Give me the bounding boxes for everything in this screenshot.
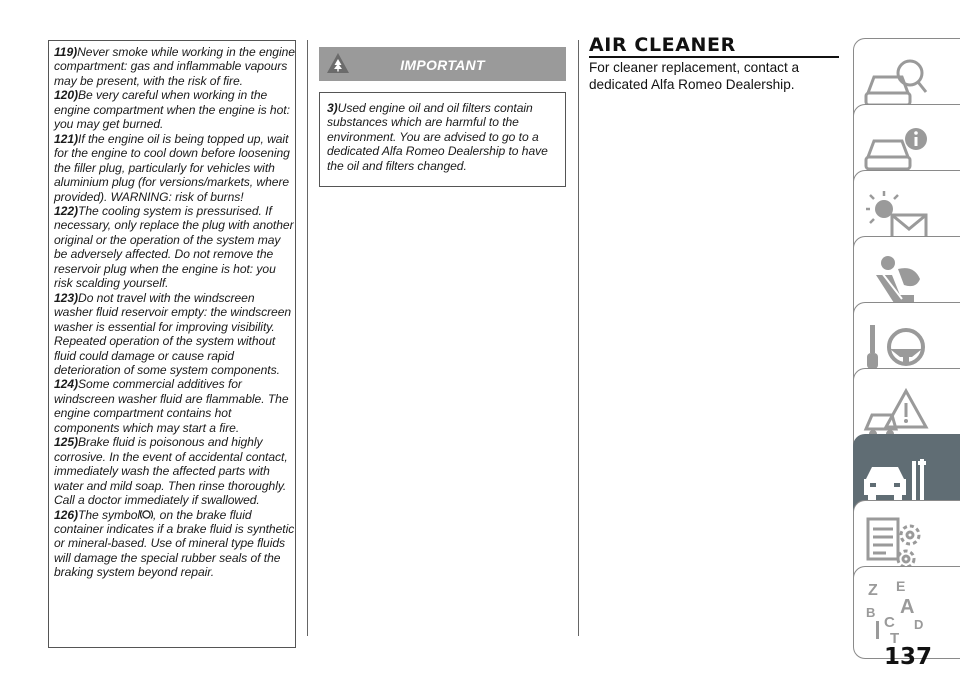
- page-number: 137: [883, 644, 932, 670]
- important-title: IMPORTANT: [400, 57, 485, 73]
- important-header: [319, 47, 566, 81]
- warning-120: 120)Be very careful when working in the engine compartment when the engine is hot: you may get burned.: [54, 88, 290, 132]
- warning-124: 124)Some commercial additives for windscreen washer fluid are flammable. The engine compartment contains hot components which may start a fire.: [54, 377, 289, 435]
- svg-text:D: D: [914, 617, 924, 632]
- alphabetical-index-icon: [862, 575, 930, 649]
- important-note: [319, 92, 566, 187]
- section-text: For cleaner replacement, contact a dedicated Alfa Romeo Dealership.: [589, 60, 800, 92]
- svg-text:E: E: [896, 578, 906, 594]
- brake-fluid-symbol-icon: [140, 509, 153, 520]
- warnings-box: [48, 40, 296, 648]
- column-divider-1: [307, 40, 308, 636]
- section-title: AIR CLEANER: [589, 34, 736, 56]
- column-divider-2: [578, 40, 579, 636]
- svg-text:T: T: [890, 630, 900, 647]
- svg-text:C: C: [884, 614, 895, 631]
- warning-119: 119)Never smoke while working in the engine compartment: gas and inflammable vapours may be present, with the risk of fire.: [54, 45, 295, 88]
- svg-text:B: B: [866, 605, 876, 620]
- section-title-underline: [589, 56, 839, 58]
- svg-text:Z: Z: [868, 582, 878, 599]
- warning-123: 123)Do not travel with the windscreen washer fluid reservoir empty: the windscreen washer is essential for improving visibility. Repeated operation of the system without fluid could damage or cause rapid deterioration of some system components.: [54, 290, 292, 377]
- warning-121: 121)If the engine oil is being topped up, wait for the engine to cool down before loosening the filler plug, particularly for vehicles with aluminium plug (for versions/markets, where provided). WARNING: risk of burns!: [54, 131, 290, 204]
- warning-126: 126)The symbol , on the brake fluid container indicates if a brake fluid is synthetic or mineral-based. Use of mineral type fluids will damage the special rubber seals of the braking system beyond repair.: [54, 507, 295, 580]
- important-note-text: 3)Used engine oil and oil filters contain substances which are harmful to the environment. You are advised to go to a dedicated Alfa Romeo Dealership to have the oil and filters changed.: [327, 101, 548, 173]
- svg-text:A: A: [900, 596, 915, 618]
- warning-122: 122)The cooling system is pressurised. If necessary, only replace the plug with another original or the operation of the system may be adversely affected. Do not remove the reservoir plug when the engine is hot: you risk scalding yourself.: [54, 203, 294, 291]
- warning-125: 125)Brake fluid is poisonous and highly corrosive. In the event of accidental contact, immediately wash the affected parts with water and mild soap. Then rinse thoroughly. Call a doctor immediately if swallowed.: [54, 435, 288, 508]
